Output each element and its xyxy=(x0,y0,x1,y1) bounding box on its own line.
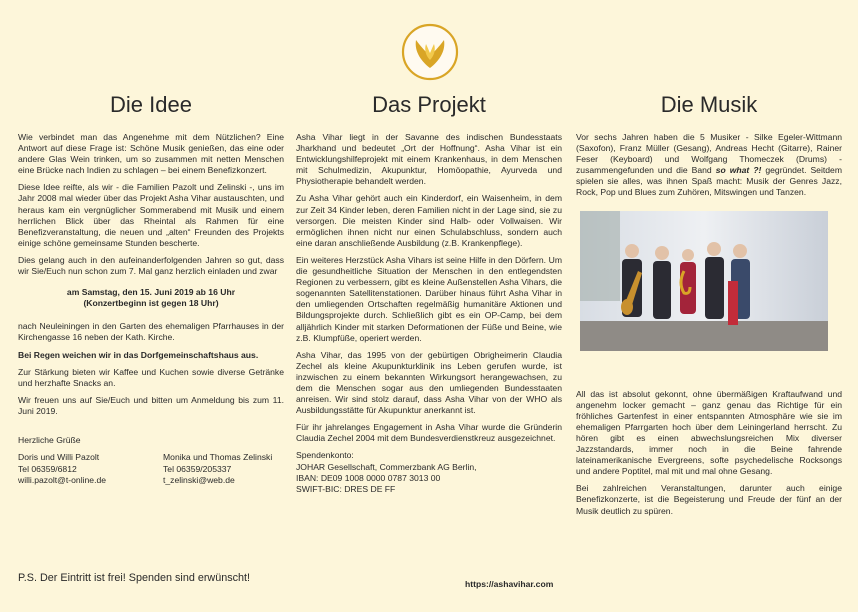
account-swift: SWIFT-BIC: DRES DE FF xyxy=(296,483,396,494)
signature-name: Doris und Willi Pazolt xyxy=(18,452,100,463)
rain-notice: Bei Regen weichen wir in das Dorfgemeinschaftshaus aus. xyxy=(18,349,259,360)
projekt-paragraph-3: Ein weiteres Herzstück Asha Vihars ist seine Hilfe in den Dörfern. Um die gesundheitliche Situation der Menschen in den entlegendsten Regionen zu verbessern, gibt es kleine Außenstellen Asha Vihars, die sogenannten Satellitenstationen. Darüber hinaus führt Asha Vihar in den umliegenden Ortschaften regelmäßig humanitäre Aktionen und Bildungsprojekte durch. Schließlich gibt es ein OP-Camp, bei dem alljährlich Kinder mit starken Deformationen der Füße und Beine, wie z.B. Klumpfüße, operiert werden. xyxy=(296,254,562,343)
asha-vihar-logo xyxy=(400,22,460,82)
account-iban: IBAN: DE09 1008 0000 0787 3013 00 xyxy=(296,472,441,483)
signature-phone: Tel 06359/6812 xyxy=(18,463,77,474)
signature-phone: Tel 06359/205337 xyxy=(163,463,232,474)
idee-paragraph-2: Diese Idee reifte, als wir - die Familien Pazolt und Zelinski -, uns im Jahr 2008 mal wieder über das Projekt Asha Vihar austauschten, und heraus kam ein vergnüglicher Sommerabend mit Musik und einem herrlichen Blick über das Rheintal als Rahmen für eine Benefizveranstaltung, die neuen und „alten“ Freunden des Projekts einige schöne gemeinsame Stunden bescherte. xyxy=(18,182,284,248)
idee-paragraph-4: nach Neuleiningen in den Garten des ehemaligen Pfarrhauses in der Kirchengasse 16 neben der Kath. Kirche. xyxy=(18,321,284,343)
account-bank: JOHAR Gesellschaft, Commerzbank AG Berlin, xyxy=(296,461,477,472)
signature-zelinski xyxy=(163,452,284,487)
band-name: so what ?! xyxy=(715,165,762,176)
musik-text-after: gegründet. Seitdem spielen sie alles, was ihnen Spaß macht: Musik der Genres Jazz, Rock, Pop und Blues zum Zuhören, Mitswingen und Tanzen. xyxy=(576,165,842,198)
event-date-line-1: am Samstag, den 15. Juni 2019 ab 16 Uhr xyxy=(66,287,236,298)
projekt-paragraph-4: Asha Vihar, das 1995 von der gebürtigen Obrigheimerin Claudia Zechel als kleine Akupunkturklinik ins Leben gerufen wurde, ist inzwischen zu einem bekannten Wirkungsort herangewachsen, zu dem die Menschen sogar aus den umliegenden Bundesstaaten anreisen. Wir sind stolz darauf, dass Asha Vihar von der WHO als Ausbildungsstätte für Akupunktur anerkannt ist. xyxy=(296,349,562,416)
heading-die-idee: Die Idee xyxy=(110,92,192,117)
musik-paragraph-1 xyxy=(576,132,842,199)
greeting: Herzliche Grüße xyxy=(18,434,81,445)
signature-pazolt xyxy=(18,452,139,487)
account-label: Spendenkonto: xyxy=(296,450,354,461)
idee-paragraph-1: Wie verbindet man das Angenehme mit dem Nützlichen? Eine Antwort auf diese Frage ist: Schöne Musik genießen, das eine oder andere Glas Wein trinken, um so zusammen mit netten Menschen eine Brücke nach Indien zu schlagen – bei einem Benefizkonzert. xyxy=(18,132,284,176)
idee-paragraph-6: Zur Stärkung bieten wir Kaffee und Kuchen sowie diverse Getränke und herzhafte Snacks an. xyxy=(18,366,284,388)
bank-account xyxy=(296,450,562,494)
signature-email[interactable]: willi.pazolt@t-online.de xyxy=(18,475,107,486)
musik-paragraph-3: Bei zahlreichen Veranstaltungen, darunter auch einige Benefizkonzerte, ist die Begeisterung und Freude der fünf an der Musik deutlich zu spüren. xyxy=(576,483,842,516)
heading-das-projekt: Das Projekt xyxy=(372,92,486,117)
signature-name: Monika und Thomas Zelinski xyxy=(163,452,273,463)
projekt-paragraph-5: Für ihr jahrelanges Engagement in Asha Vihar wurde die Gründerin Claudia Zechel 2004 mit dem Bundesverdienstkreuz ausgezeichnet. xyxy=(296,422,562,444)
signature-email[interactable]: t_zelinski@web.de xyxy=(163,475,235,486)
heading-die-musik: Die Musik xyxy=(660,92,758,117)
column-das-projekt xyxy=(296,92,562,495)
projekt-paragraph-2: Zu Asha Vihar gehört auch ein Kinderdorf, ein Waisenheim, in dem zur Zeit 34 Kinder leben, deren Familien nicht in der Lage sind, sie zu versorgen. Die meisten Kinder sind Halb- oder Vollwaisen. Wir ermöglichen ihnen nicht nur einen Schulabschluss, sondern auch eine daran anschließende Ausbildung (z.B. Krankenpflege). xyxy=(296,193,562,248)
postscript: P.S. Der Eintritt ist frei! Spenden sind erwünscht! xyxy=(18,572,251,584)
event-date-line-2: (Konzertbeginn ist gegen 18 Uhr) xyxy=(83,298,219,309)
event-date xyxy=(18,287,284,309)
signatures xyxy=(18,452,284,487)
idee-paragraph-3: Dies gelang auch in den aufeinanderfolgenden Jahren so gut, dass wir Sie/Euch nun schon zum 7. Mal ganz herzlich einladen und zwar xyxy=(18,254,284,277)
musik-text-before: Vor sechs Jahren haben die 5 Musiker - Silke Egeler-Wittmann (Saxofon), Franz Müller (Gesang), Andreas Hecht (Gitarre), Rainer Feser (Keyboard) und Wolfgang Thomeczek (Drums) - zusammengefunden und die Band xyxy=(576,132,842,176)
website-link[interactable]: https://ashavihar.com xyxy=(465,579,554,589)
musik-paragraph-2: All das ist absolut gekonnt, ohne übermäßigen Kraftaufwand und angenehm locker gemacht – ganz genau das Richtige für ein fröhliches Gartenfest in einer entspannten Atmosphäre wie sie im ehemaligen Pfarrgarten hoch über dem Leiningerland herrscht. Zu hören gibt es einen abwechslungsreichen Mix diverser Jazzstandards, immer noch in die Beine fahrende lateinamerikanische Evergreens, softe psychedelische Rocksongs und andere Poptitel, mal mit und mal ohne Gesang. xyxy=(576,388,842,477)
projekt-paragraph-1: Asha Vihar liegt in der Savanne des indischen Bundesstaats Jharkhand und bedeutet „Ort der Hoffnung“. Asha Vihar ist ein Entwicklungshilfeprojekt mit einem Krankenhaus, in dem Menschen mit Schulmedizin, Akupunktur, Homöopathie, Ayurveda und Physiotherapie behandelt werden. xyxy=(296,132,562,187)
column-die-idee xyxy=(18,92,284,487)
column-die-musik xyxy=(576,92,842,523)
band-photo xyxy=(580,211,828,351)
idee-paragraph-7: Wir freuen uns auf Sie/Euch und bitten um Anmeldung bis zum 11. Juni 2019. xyxy=(18,394,284,416)
